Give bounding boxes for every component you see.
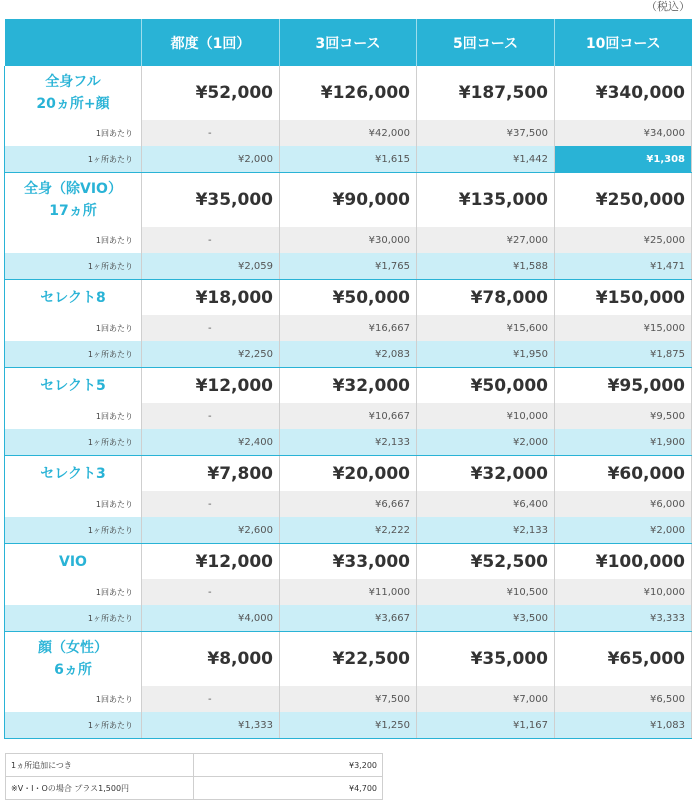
- per-area-cell: ¥1,615: [280, 146, 417, 173]
- header-3-course: 3回コース: [280, 19, 417, 66]
- per-session-cell: ¥10,000: [555, 579, 692, 605]
- plan-price-cell: ¥52,500: [417, 544, 555, 580]
- plan-name-line: VIO: [59, 553, 87, 570]
- per-session-cell: -: [142, 579, 280, 605]
- table-header-row: [5, 19, 692, 66]
- plan-price-row: [5, 280, 692, 316]
- per-area-cell: ¥2,400: [142, 429, 280, 456]
- per-area-cell: ¥1,442: [417, 146, 555, 173]
- plan-price-cell: ¥8,000: [142, 632, 280, 687]
- plan-name-line: 全身フル: [45, 74, 101, 90]
- plan-price-cell: ¥35,000: [417, 632, 555, 687]
- plan-price-cell: ¥250,000: [555, 173, 692, 228]
- header-empty: [5, 19, 142, 66]
- plan-price-row: [5, 66, 692, 120]
- per-session-row: [5, 315, 692, 341]
- per-session-label: 1回あたり: [5, 403, 142, 429]
- per-session-label: 1回あたり: [5, 227, 142, 253]
- plan-price-cell: ¥90,000: [280, 173, 417, 228]
- extra-value: ¥4,700: [194, 777, 383, 800]
- per-area-cell: ¥2,250: [142, 341, 280, 368]
- plan-price-cell: ¥32,000: [417, 456, 555, 492]
- plan-price-cell: ¥135,000: [417, 173, 555, 228]
- per-session-cell: ¥37,500: [417, 120, 555, 146]
- per-area-row: [5, 429, 692, 456]
- plan-price-row: [5, 544, 692, 580]
- plan-price-row: [5, 632, 692, 687]
- plan-name-line: セレクト3: [40, 465, 106, 482]
- per-session-cell: ¥6,500: [555, 686, 692, 712]
- plan-name-line: セレクト8: [40, 289, 106, 306]
- tax-note: （税込）: [646, 0, 690, 13]
- per-session-label: 1回あたり: [5, 579, 142, 605]
- plan-name-line: 20ヵ所+顔: [36, 96, 110, 112]
- per-session-cell: ¥10,667: [280, 403, 417, 429]
- plan-name-line: セレクト5: [40, 377, 106, 394]
- per-area-cell: ¥1,900: [555, 429, 692, 456]
- per-area-row: [5, 146, 692, 173]
- plan-price-cell: ¥150,000: [555, 280, 692, 316]
- plan-price-cell: ¥187,500: [417, 66, 555, 120]
- per-area-cell: ¥4,000: [142, 605, 280, 632]
- per-area-cell: ¥2,000: [417, 429, 555, 456]
- per-session-row: [5, 120, 692, 146]
- plan-name: [5, 632, 142, 687]
- plan-name-line: 17ヵ所: [49, 203, 97, 219]
- per-area-label: 1ヶ所あたり: [5, 517, 142, 544]
- per-session-row: [5, 403, 692, 429]
- per-area-cell: ¥2,059: [142, 253, 280, 280]
- additional-fee-table: [5, 753, 383, 800]
- plan-price-cell: ¥126,000: [280, 66, 417, 120]
- plan-name-line: 6ヵ所: [54, 662, 92, 678]
- per-area-cell: ¥1,950: [417, 341, 555, 368]
- price-table: [4, 19, 692, 739]
- per-session-cell: ¥25,000: [555, 227, 692, 253]
- per-area-label: 1ヶ所あたり: [5, 253, 142, 280]
- plan-price-cell: ¥65,000: [555, 632, 692, 687]
- per-area-label: 1ヶ所あたり: [5, 429, 142, 456]
- header-10-course: 10回コース: [555, 19, 692, 66]
- per-session-cell: -: [142, 403, 280, 429]
- per-session-row: [5, 579, 692, 605]
- per-area-cell: ¥2,000: [142, 146, 280, 173]
- per-session-cell: ¥10,000: [417, 403, 555, 429]
- per-area-cell-highlight: ¥1,308: [555, 146, 692, 173]
- per-area-cell: ¥1,333: [142, 712, 280, 739]
- per-session-cell: ¥7,000: [417, 686, 555, 712]
- plan-price-cell: ¥52,000: [142, 66, 280, 120]
- plan-price-cell: ¥20,000: [280, 456, 417, 492]
- per-area-cell: ¥3,500: [417, 605, 555, 632]
- plan-price-cell: ¥35,000: [142, 173, 280, 228]
- plan-price-cell: ¥33,000: [280, 544, 417, 580]
- per-session-cell: ¥27,000: [417, 227, 555, 253]
- plan-price-cell: ¥50,000: [417, 368, 555, 404]
- per-area-label: 1ヶ所あたり: [5, 146, 142, 173]
- per-session-row: [5, 227, 692, 253]
- per-area-cell: ¥1,765: [280, 253, 417, 280]
- per-area-cell: ¥2,133: [280, 429, 417, 456]
- per-session-cell: ¥7,500: [280, 686, 417, 712]
- per-area-cell: ¥2,222: [280, 517, 417, 544]
- extra-value: ¥3,200: [194, 754, 383, 777]
- per-session-cell: ¥15,000: [555, 315, 692, 341]
- plan-price-cell: ¥12,000: [142, 368, 280, 404]
- extra-row: [6, 777, 383, 800]
- per-area-row: [5, 517, 692, 544]
- per-area-row: [5, 605, 692, 632]
- header-5-course: 5回コース: [417, 19, 555, 66]
- extra-row: [6, 754, 383, 777]
- per-session-cell: ¥6,400: [417, 491, 555, 517]
- per-area-row: [5, 712, 692, 739]
- plan-price-row: [5, 368, 692, 404]
- per-session-cell: ¥34,000: [555, 120, 692, 146]
- per-area-cell: ¥1,471: [555, 253, 692, 280]
- per-area-cell: ¥1,167: [417, 712, 555, 739]
- plan-price-row: [5, 456, 692, 492]
- per-session-row: [5, 686, 692, 712]
- per-session-cell: ¥11,000: [280, 579, 417, 605]
- per-area-row: [5, 341, 692, 368]
- per-area-cell: ¥3,667: [280, 605, 417, 632]
- plan-price-cell: ¥18,000: [142, 280, 280, 316]
- plan-name: [5, 456, 142, 492]
- plan-price-row: [5, 173, 692, 228]
- plan-name: [5, 368, 142, 404]
- plan-price-cell: ¥60,000: [555, 456, 692, 492]
- header-single: 都度（1回）: [142, 19, 280, 66]
- plan-price-cell: ¥12,000: [142, 544, 280, 580]
- per-session-cell: ¥9,500: [555, 403, 692, 429]
- per-session-cell: ¥16,667: [280, 315, 417, 341]
- plan-price-cell: ¥78,000: [417, 280, 555, 316]
- per-area-label: 1ヶ所あたり: [5, 605, 142, 632]
- plan-name-line: 顔（女性）: [38, 640, 108, 656]
- per-area-cell: ¥2,133: [417, 517, 555, 544]
- plan-name-line: 全身（除VIO）: [24, 181, 122, 197]
- plan-price-cell: ¥22,500: [280, 632, 417, 687]
- price-table-body: [5, 66, 692, 739]
- per-session-cell: ¥15,600: [417, 315, 555, 341]
- plan-name: [5, 66, 142, 120]
- per-area-cell: ¥1,588: [417, 253, 555, 280]
- plan-name: [5, 280, 142, 316]
- per-session-cell: ¥42,000: [280, 120, 417, 146]
- per-session-cell: -: [142, 315, 280, 341]
- plan-name: [5, 173, 142, 228]
- per-area-cell: ¥1,250: [280, 712, 417, 739]
- per-session-cell: ¥10,500: [417, 579, 555, 605]
- per-area-cell: ¥1,083: [555, 712, 692, 739]
- per-session-cell: -: [142, 120, 280, 146]
- per-area-label: 1ヶ所あたり: [5, 712, 142, 739]
- per-area-cell: ¥2,083: [280, 341, 417, 368]
- per-session-cell: -: [142, 686, 280, 712]
- plan-price-cell: ¥340,000: [555, 66, 692, 120]
- per-session-label: 1回あたり: [5, 491, 142, 517]
- plan-price-cell: ¥100,000: [555, 544, 692, 580]
- extra-label: ※V・I・Oの場合 プラス1,500円: [6, 777, 194, 800]
- per-session-row: [5, 491, 692, 517]
- plan-name: [5, 544, 142, 580]
- per-session-label: 1回あたり: [5, 315, 142, 341]
- per-session-label: 1回あたり: [5, 686, 142, 712]
- per-session-cell: ¥6,000: [555, 491, 692, 517]
- per-area-cell: ¥1,875: [555, 341, 692, 368]
- extra-label: 1ヵ所追加につき: [6, 754, 194, 777]
- per-area-cell: ¥3,333: [555, 605, 692, 632]
- plan-price-cell: ¥50,000: [280, 280, 417, 316]
- per-session-cell: -: [142, 491, 280, 517]
- plan-price-cell: ¥7,800: [142, 456, 280, 492]
- per-area-row: [5, 253, 692, 280]
- plan-price-cell: ¥32,000: [280, 368, 417, 404]
- per-area-cell: ¥2,600: [142, 517, 280, 544]
- plan-price-cell: ¥95,000: [555, 368, 692, 404]
- per-session-cell: ¥30,000: [280, 227, 417, 253]
- per-session-cell: -: [142, 227, 280, 253]
- per-area-cell: ¥2,000: [555, 517, 692, 544]
- per-session-label: 1回あたり: [5, 120, 142, 146]
- per-area-label: 1ヶ所あたり: [5, 341, 142, 368]
- per-session-cell: ¥6,667: [280, 491, 417, 517]
